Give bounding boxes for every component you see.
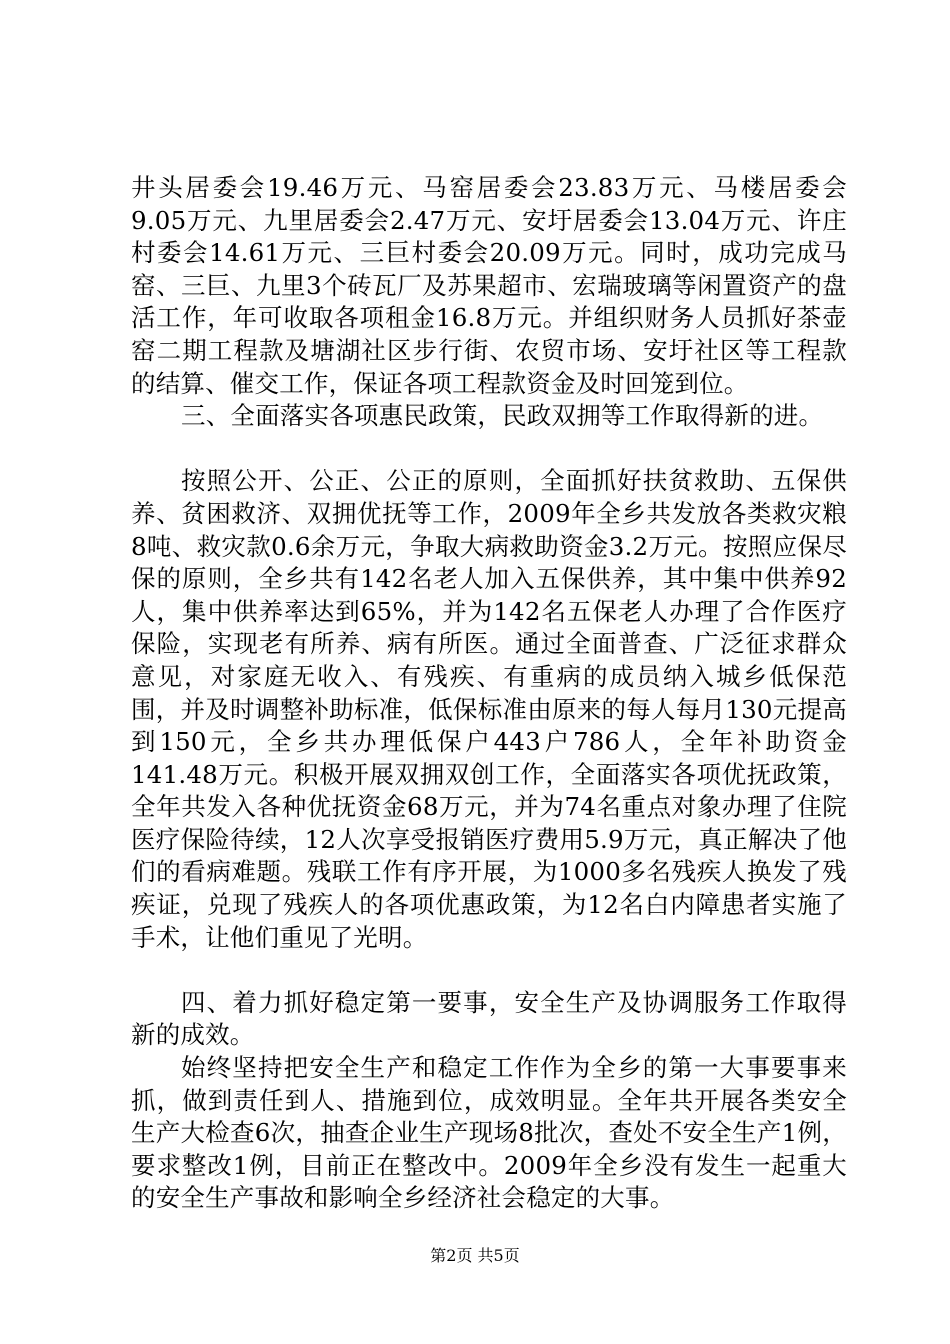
section-heading-four: 四、着力抓好稳定第一要事，安全生产及协调服务工作取得新的成效。 — [131, 987, 847, 1050]
document-body — [131, 172, 847, 1215]
section-heading-three: 三、全面落实各项惠民政策，民政双拥等工作取得新的进。 — [181, 401, 824, 431]
page-number-footer: 第2页 共5页 — [430, 1246, 520, 1265]
paragraph-welfare-policy: 按照公开、公正、公正的原则，全面抓好扶贫救助、五保供养、贫困救济、双拥优抚等工作，2009年全乡共发放各类救灾粮8吨、救灾款0.6余万元，争取大病救助资金3.2万元。按照应保尽保的原则，全乡共有142名老人加入五保供养，其中集中供养92人，集中供养率达到65%，并为142名五保老人办理了合作医疗保险，实现老有所养、病有所医。通过全面普查、广泛征求群众意见，对家庭无收入、有残疾、有重病的成员纳入城乡低保范围，并及时调整补助标准，低保标准由原来的每人每月130元提高到150元，全乡共办理低保户443户786人，全年补助资金141.48万元。积极开展双拥双创工作，全面落实各项优抚政策，全年共发入各种优抚资金68万元，并为74名重点对象办理了住院医疗保险待续，12人次享受报销医疗费用5.9万元，真正解决了他们的看病难题。残联工作有序开展，为1000多名残疾人换发了残疾证，兑现了残疾人的各项优惠政策，为12名白内障患者实施了手术，让他们重见了光明。 — [131, 466, 847, 952]
paragraph-safety-production: 始终坚持把安全生产和稳定工作作为全乡的第一大事要事来抓，做到责任到人、措施到位，成效明显。全年共开展各类安全生产大检查6次，抽查企业生产现场8批次，查处不安全生产1例，要求整改1例，目前正在整改中。2009年全乡没有发生一起重大的安全生产事故和影响全乡经济社会稳定的大事。 — [131, 1053, 847, 1213]
paragraph-continuation: 井头居委会19.46万元、马窑居委会23.83万元、马楼居委会9.05万元、九里居委会2.47万元、安圩居委会13.04万元、许庄村委会14.61万元、三巨村委会20.09万元。同时，成功完成马窑、三巨、九里3个砖瓦厂及苏果超市、宏瑞玻璃等闲置资产的盘活工作，年可收取各项租金16.8万元。并组织财务人员抓好茶壶窑二期工程款及塘湖社区步行街、农贸市场、安圩社区等工程款的结算、催交工作，保证各项工程款资金及时回笼到位。 — [131, 173, 847, 398]
